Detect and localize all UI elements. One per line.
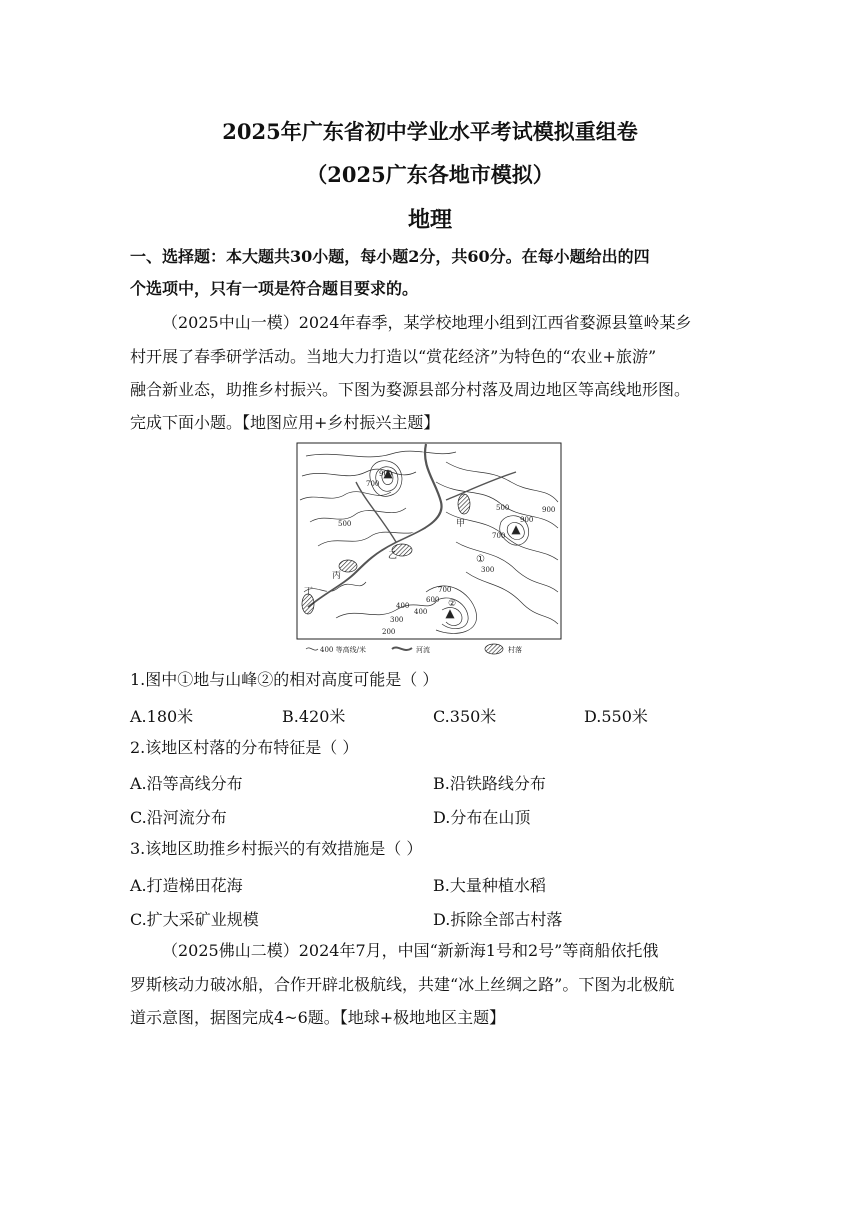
legend-river: 河流 bbox=[416, 646, 430, 654]
passage2-line: （2025佛山二模）2024年7月，中国“新新海1号和2号”等商船依托俄 bbox=[162, 941, 659, 960]
passage1-line: （2025中山一模）2024年春季，某学校地理小组到江西省婺源县篁岭某乡 bbox=[162, 313, 692, 332]
legend-contour: 400 等高线/米 bbox=[320, 646, 366, 654]
place-label-ding: 丁 bbox=[304, 587, 314, 597]
place-label-point1: ① bbox=[476, 554, 485, 565]
place-label-bing: 丙 bbox=[332, 571, 342, 581]
contour-label: 400 bbox=[396, 602, 410, 610]
question-1-option-c[interactable]: C.350米 bbox=[433, 707, 497, 726]
legend-village: 村落 bbox=[508, 646, 522, 654]
place-label-jia: 甲 bbox=[456, 519, 466, 529]
question-3-option-d[interactable]: D.拆除全部古村落 bbox=[433, 910, 563, 929]
map-legend bbox=[306, 644, 522, 654]
question-2-option-a[interactable]: A.沿等高线分布 bbox=[130, 774, 243, 793]
section-heading-line2: 个选项中，只有一项是符合题目要求的。 bbox=[130, 279, 419, 298]
question-1-stem: 1.图中①地与山峰②的相对高度可能是（ ） bbox=[130, 670, 439, 689]
question-2-option-b[interactable]: B.沿铁路线分布 bbox=[433, 774, 546, 793]
question-1-option-b[interactable]: B.420米 bbox=[282, 707, 346, 726]
exam-subtitle: （2025广东各地市模拟） bbox=[306, 162, 554, 187]
question-2-stem: 2.该地区村落的分布特征是（ ） bbox=[130, 738, 359, 757]
question-1-option-d[interactable]: D.550米 bbox=[584, 707, 648, 726]
contour-label: 400 bbox=[414, 608, 428, 616]
passage1-line: 村开展了春季研学活动。当地大力打造以“赏花经济”为特色的“农业+旅游” bbox=[130, 347, 657, 366]
passage2-line: 道示意图，据图完成4~6题。【地球+极地地区主题】 bbox=[130, 1008, 506, 1027]
question-2-option-c[interactable]: C.沿河流分布 bbox=[130, 808, 227, 827]
place-label-yi: 乙 bbox=[388, 551, 398, 561]
question-1-option-a[interactable]: A.180米 bbox=[130, 707, 194, 726]
place-label-point2: ② bbox=[448, 599, 457, 609]
passage1-line: 融合新业态，助推乡村振兴。下图为婺源县部分村落及周边地区等高线地形图。 bbox=[130, 380, 691, 399]
question-3-option-a[interactable]: A.打造梯田花海 bbox=[130, 876, 243, 895]
question-3-option-b[interactable]: B.大量种植水稻 bbox=[433, 876, 546, 895]
contour-label: 600 bbox=[426, 596, 440, 604]
contour-label: 300 bbox=[481, 566, 495, 574]
contour-label: 300 bbox=[390, 616, 404, 624]
contour-label: 700 bbox=[366, 480, 380, 488]
contour-label: 700 bbox=[438, 586, 452, 594]
contour-label: 500 bbox=[496, 504, 510, 512]
question-3-option-c[interactable]: C.扩大采矿业规模 bbox=[130, 910, 259, 929]
exam-title: 2025年广东省初中学业水平考试模拟重组卷 bbox=[222, 119, 638, 144]
contour-label: 200 bbox=[382, 628, 396, 636]
question-3-stem: 3.该地区助推乡村振兴的有效措施是（ ） bbox=[130, 839, 423, 858]
contour-label: 900 bbox=[379, 470, 393, 478]
contour-label: 900 bbox=[520, 516, 534, 524]
section-heading-line1: 一、选择题：本大题共30小题，每小题2分，共60分。在每小题给出的四 bbox=[130, 247, 650, 266]
question-2-option-d[interactable]: D.分布在山顶 bbox=[433, 808, 531, 827]
contour-map-figure bbox=[296, 442, 562, 660]
passage1-line: 完成下面小题。【地图应用+乡村振兴主题】 bbox=[130, 413, 440, 432]
contour-label: 900 bbox=[542, 506, 556, 514]
contour-label: 500 bbox=[338, 520, 352, 528]
subject-title: 地理 bbox=[407, 207, 452, 233]
contour-label: 700 bbox=[492, 532, 506, 540]
contour-lines bbox=[300, 451, 558, 633]
passage2-line: 罗斯核动力破冰船，合作开辟北极航线，共建“冰上丝绸之路”。下图为北极航 bbox=[130, 975, 675, 994]
